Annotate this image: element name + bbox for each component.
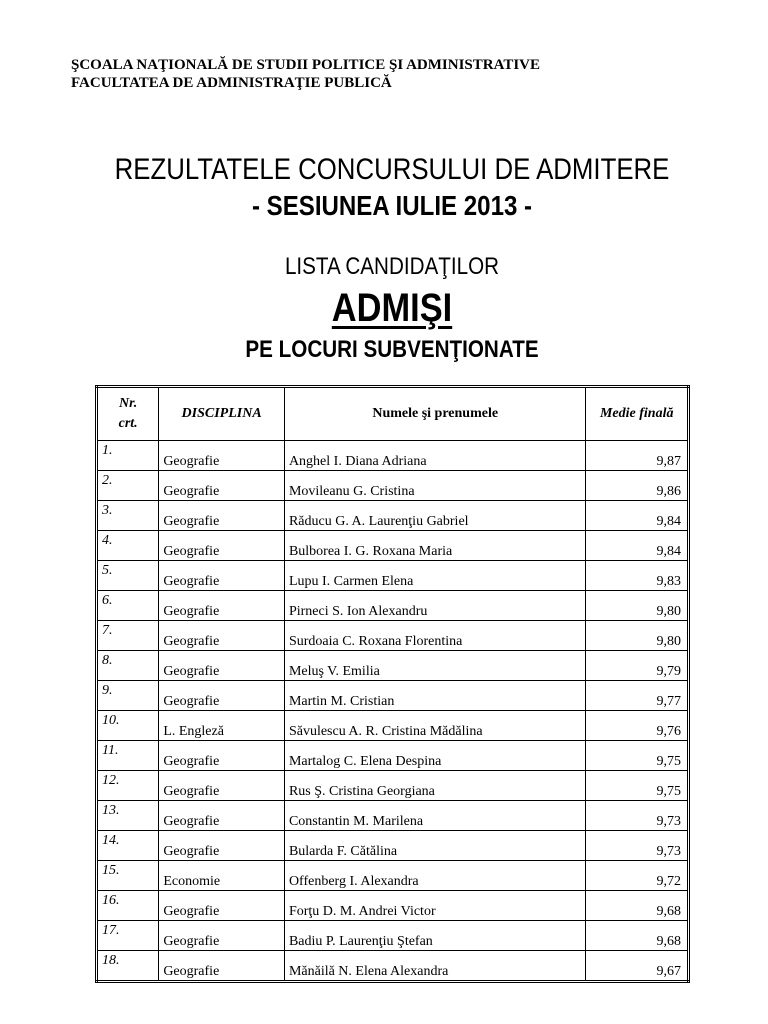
row-name-cell: Săvulescu A. R. Cristina Mădălina bbox=[284, 711, 586, 741]
table-row bbox=[97, 471, 689, 501]
row-discipline-cell: Geografie bbox=[159, 621, 285, 651]
row-discipline-cell: Geografie bbox=[159, 831, 285, 861]
table-row bbox=[97, 621, 689, 651]
row-number-cell: 16. bbox=[97, 891, 159, 921]
row-discipline-cell: Geografie bbox=[159, 501, 285, 531]
row-grade-cell: 9,72 bbox=[586, 861, 689, 891]
table-row bbox=[97, 921, 689, 951]
row-number-cell: 10. bbox=[97, 711, 159, 741]
header-discipline: DISCIPLINA bbox=[159, 387, 285, 441]
row-grade-cell: 9,86 bbox=[586, 471, 689, 501]
row-grade-cell: 9,68 bbox=[586, 891, 689, 921]
row-number-cell: 8. bbox=[97, 651, 159, 681]
table-row bbox=[97, 591, 689, 621]
row-discipline-cell: Geografie bbox=[159, 531, 285, 561]
table-row bbox=[97, 711, 689, 741]
row-grade-cell: 9,80 bbox=[586, 621, 689, 651]
row-grade-cell: 9,80 bbox=[586, 591, 689, 621]
row-number-cell: 4. bbox=[97, 531, 159, 561]
row-name-cell: Bulborea I. G. Roxana Maria bbox=[284, 531, 586, 561]
row-number-cell: 14. bbox=[97, 831, 159, 861]
header-nr-line1: Nr. bbox=[119, 396, 138, 411]
row-grade-cell: 9,87 bbox=[586, 441, 689, 471]
row-name-cell: Martin M. Cristian bbox=[284, 681, 586, 711]
table-row bbox=[97, 651, 689, 681]
row-discipline-cell: Geografie bbox=[159, 741, 285, 771]
table-row bbox=[97, 531, 689, 561]
places-heading: PE LOCURI SUBVENŢIONATE bbox=[245, 336, 539, 363]
row-discipline-cell: Geografie bbox=[159, 441, 285, 471]
row-name-cell: Martalog C. Elena Despina bbox=[284, 741, 586, 771]
row-number-cell: 5. bbox=[97, 561, 159, 591]
row-grade-cell: 9,83 bbox=[586, 561, 689, 591]
row-name-cell: Offenberg I. Alexandra bbox=[284, 861, 586, 891]
row-name-cell: Surdoaia C. Roxana Florentina bbox=[284, 621, 586, 651]
row-grade-cell: 9,73 bbox=[586, 831, 689, 861]
row-number-cell: 2. bbox=[97, 471, 159, 501]
row-number-cell: 17. bbox=[97, 921, 159, 951]
row-name-cell: Rus Ş. Cristina Georgiana bbox=[284, 771, 586, 801]
row-name-cell: Forţu D. M. Andrei Victor bbox=[284, 891, 586, 921]
table-row bbox=[97, 801, 689, 831]
header-name: Numele şi prenumele bbox=[284, 387, 586, 441]
table-header-row bbox=[97, 387, 689, 441]
row-grade-cell: 9,67 bbox=[586, 951, 689, 982]
row-number-cell: 6. bbox=[97, 591, 159, 621]
institution-name: ŞCOALA NAŢIONALĂ DE STUDII POLITICE ŞI ADMINISTRATIVE bbox=[71, 57, 540, 73]
row-name-cell: Meluş V. Emilia bbox=[284, 651, 586, 681]
page-title: REZULTATELE CONCURSULUI DE ADMITERE bbox=[114, 153, 670, 186]
list-title: LISTA CANDIDAŢILOR bbox=[284, 253, 500, 280]
row-discipline-cell: Geografie bbox=[159, 771, 285, 801]
row-discipline-cell: Geografie bbox=[159, 651, 285, 681]
row-grade-cell: 9,68 bbox=[586, 921, 689, 951]
table-row bbox=[97, 741, 689, 771]
session-subtitle: - SESIUNEA IULIE 2013 - bbox=[251, 190, 533, 221]
row-grade-cell: 9,77 bbox=[586, 681, 689, 711]
row-discipline-cell: Geografie bbox=[159, 951, 285, 982]
table-row bbox=[97, 681, 689, 711]
row-discipline-cell: Geografie bbox=[159, 471, 285, 501]
table-row bbox=[97, 951, 689, 982]
row-name-cell: Pirneci S. Ion Alexandru bbox=[284, 591, 586, 621]
results-table bbox=[95, 385, 690, 983]
row-number-cell: 18. bbox=[97, 951, 159, 982]
faculty-name: FACULTATEA DE ADMINISTRAŢIE PUBLICĂ bbox=[71, 75, 392, 91]
row-grade-cell: 9,73 bbox=[586, 801, 689, 831]
table-row bbox=[97, 831, 689, 861]
row-number-cell: 3. bbox=[97, 501, 159, 531]
row-name-cell: Răducu G. A. Laurenţiu Gabriel bbox=[284, 501, 586, 531]
table-row bbox=[97, 861, 689, 891]
table-row bbox=[97, 561, 689, 591]
row-number-cell: 15. bbox=[97, 861, 159, 891]
row-number-cell: 1. bbox=[97, 441, 159, 471]
row-grade-cell: 9,76 bbox=[586, 711, 689, 741]
row-grade-cell: 9,79 bbox=[586, 651, 689, 681]
row-number-cell: 7. bbox=[97, 621, 159, 651]
row-discipline-cell: Geografie bbox=[159, 561, 285, 591]
row-number-cell: 11. bbox=[97, 741, 159, 771]
row-discipline-cell: L. Engleză bbox=[159, 711, 285, 741]
row-name-cell: Mănăilă N. Elena Alexandra bbox=[284, 951, 586, 982]
row-number-cell: 9. bbox=[97, 681, 159, 711]
admitted-heading-text: ADMIŞI bbox=[331, 286, 453, 330]
row-discipline-cell: Geografie bbox=[159, 681, 285, 711]
row-discipline-cell: Geografie bbox=[159, 921, 285, 951]
table-row bbox=[97, 771, 689, 801]
row-discipline-cell: Economie bbox=[159, 861, 285, 891]
table-row bbox=[97, 891, 689, 921]
row-name-cell: Lupu I. Carmen Elena bbox=[284, 561, 586, 591]
header-nr bbox=[97, 387, 159, 441]
table-row bbox=[97, 501, 689, 531]
header-grade: Medie finală bbox=[586, 387, 689, 441]
row-discipline-cell: Geografie bbox=[159, 591, 285, 621]
row-number-cell: 12. bbox=[97, 771, 159, 801]
institution-header bbox=[71, 56, 540, 92]
row-name-cell: Badiu P. Laurenţiu Ştefan bbox=[284, 921, 586, 951]
row-discipline-cell: Geografie bbox=[159, 891, 285, 921]
row-grade-cell: 9,84 bbox=[586, 501, 689, 531]
row-number-cell: 13. bbox=[97, 801, 159, 831]
admitted-heading bbox=[55, 286, 729, 331]
row-name-cell: Movileanu G. Cristina bbox=[284, 471, 586, 501]
row-name-cell: Anghel I. Diana Adriana bbox=[284, 441, 586, 471]
row-name-cell: Constantin M. Marilena bbox=[284, 801, 586, 831]
row-grade-cell: 9,75 bbox=[586, 741, 689, 771]
row-grade-cell: 9,84 bbox=[586, 531, 689, 561]
row-name-cell: Bularda F. Cătălina bbox=[284, 831, 586, 861]
table-row bbox=[97, 441, 689, 471]
header-nr-line2: crt. bbox=[118, 416, 138, 431]
row-grade-cell: 9,75 bbox=[586, 771, 689, 801]
row-discipline-cell: Geografie bbox=[159, 801, 285, 831]
